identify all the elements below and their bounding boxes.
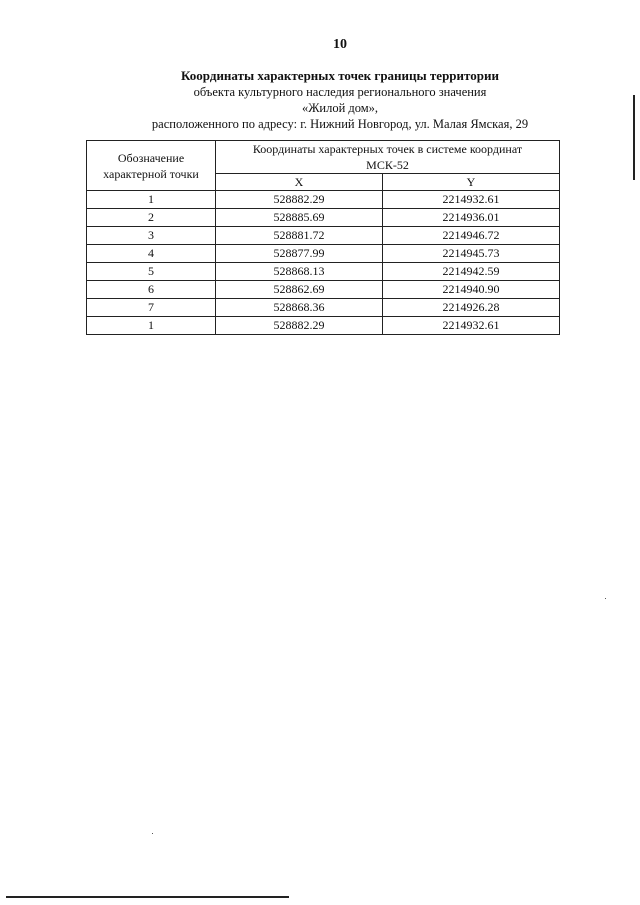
cell-y: 2214945.73 <box>383 245 560 263</box>
header-y: Y <box>383 174 560 191</box>
title-line-2: объекта культурного наследия регионального значения <box>193 85 487 99</box>
header-point-designation <box>87 141 216 191</box>
table-row <box>87 317 560 335</box>
header-point-line-1: Обозначение <box>117 150 185 165</box>
header-coords-line-2: МСК-52 <box>366 158 409 172</box>
scan-speck <box>152 833 153 834</box>
cell-y: 2214932.61 <box>383 317 560 335</box>
table-row <box>87 281 560 299</box>
page-number: 10 <box>333 37 347 52</box>
table-row <box>87 299 560 317</box>
header-x: X <box>216 174 383 191</box>
cell-x: 528885.69 <box>216 209 383 227</box>
cell-point: 2 <box>87 209 216 227</box>
cell-point: 5 <box>87 263 216 281</box>
cell-point: 7 <box>87 299 216 317</box>
cell-point: 4 <box>87 245 216 263</box>
table-row <box>87 263 560 281</box>
cell-x: 528862.69 <box>216 281 383 299</box>
header-coords-line-1: Координаты характерных точек в системе координат <box>252 142 523 156</box>
title-line-1: Координаты характерных точек границы территории <box>181 68 499 83</box>
cell-y: 2214942.59 <box>383 263 560 281</box>
scan-margin-line <box>633 95 635 180</box>
cell-x: 528881.72 <box>216 227 383 245</box>
cell-point: 1 <box>87 191 216 209</box>
cell-y: 2214932.61 <box>383 191 560 209</box>
table-row <box>87 245 560 263</box>
cell-x: 528868.36 <box>216 299 383 317</box>
cell-y: 2214926.28 <box>383 299 560 317</box>
title-line-4: расположенного по адресу: г. Нижний Новгород, ул. Малая Ямская, 29 <box>151 117 529 131</box>
cell-point: 1 <box>87 317 216 335</box>
cell-x: 528877.99 <box>216 245 383 263</box>
cell-y: 2214946.72 <box>383 227 560 245</box>
table-row <box>87 227 560 245</box>
cell-x: 528868.13 <box>216 263 383 281</box>
title-line-3: «Жилой дом», <box>301 101 379 115</box>
coordinates-table <box>86 140 560 335</box>
cell-point: 6 <box>87 281 216 299</box>
cell-y: 2214940.90 <box>383 281 560 299</box>
cell-x: 528882.29 <box>216 191 383 209</box>
cell-point: 3 <box>87 227 216 245</box>
footer-rule <box>6 896 289 898</box>
header-point-line-2: характерной точки <box>103 166 199 181</box>
table-row <box>87 209 560 227</box>
cell-y: 2214936.01 <box>383 209 560 227</box>
document-title <box>0 68 640 132</box>
table-row <box>87 191 560 209</box>
cell-x: 528882.29 <box>216 317 383 335</box>
header-coordinates <box>216 141 560 174</box>
scan-speck <box>605 598 606 599</box>
